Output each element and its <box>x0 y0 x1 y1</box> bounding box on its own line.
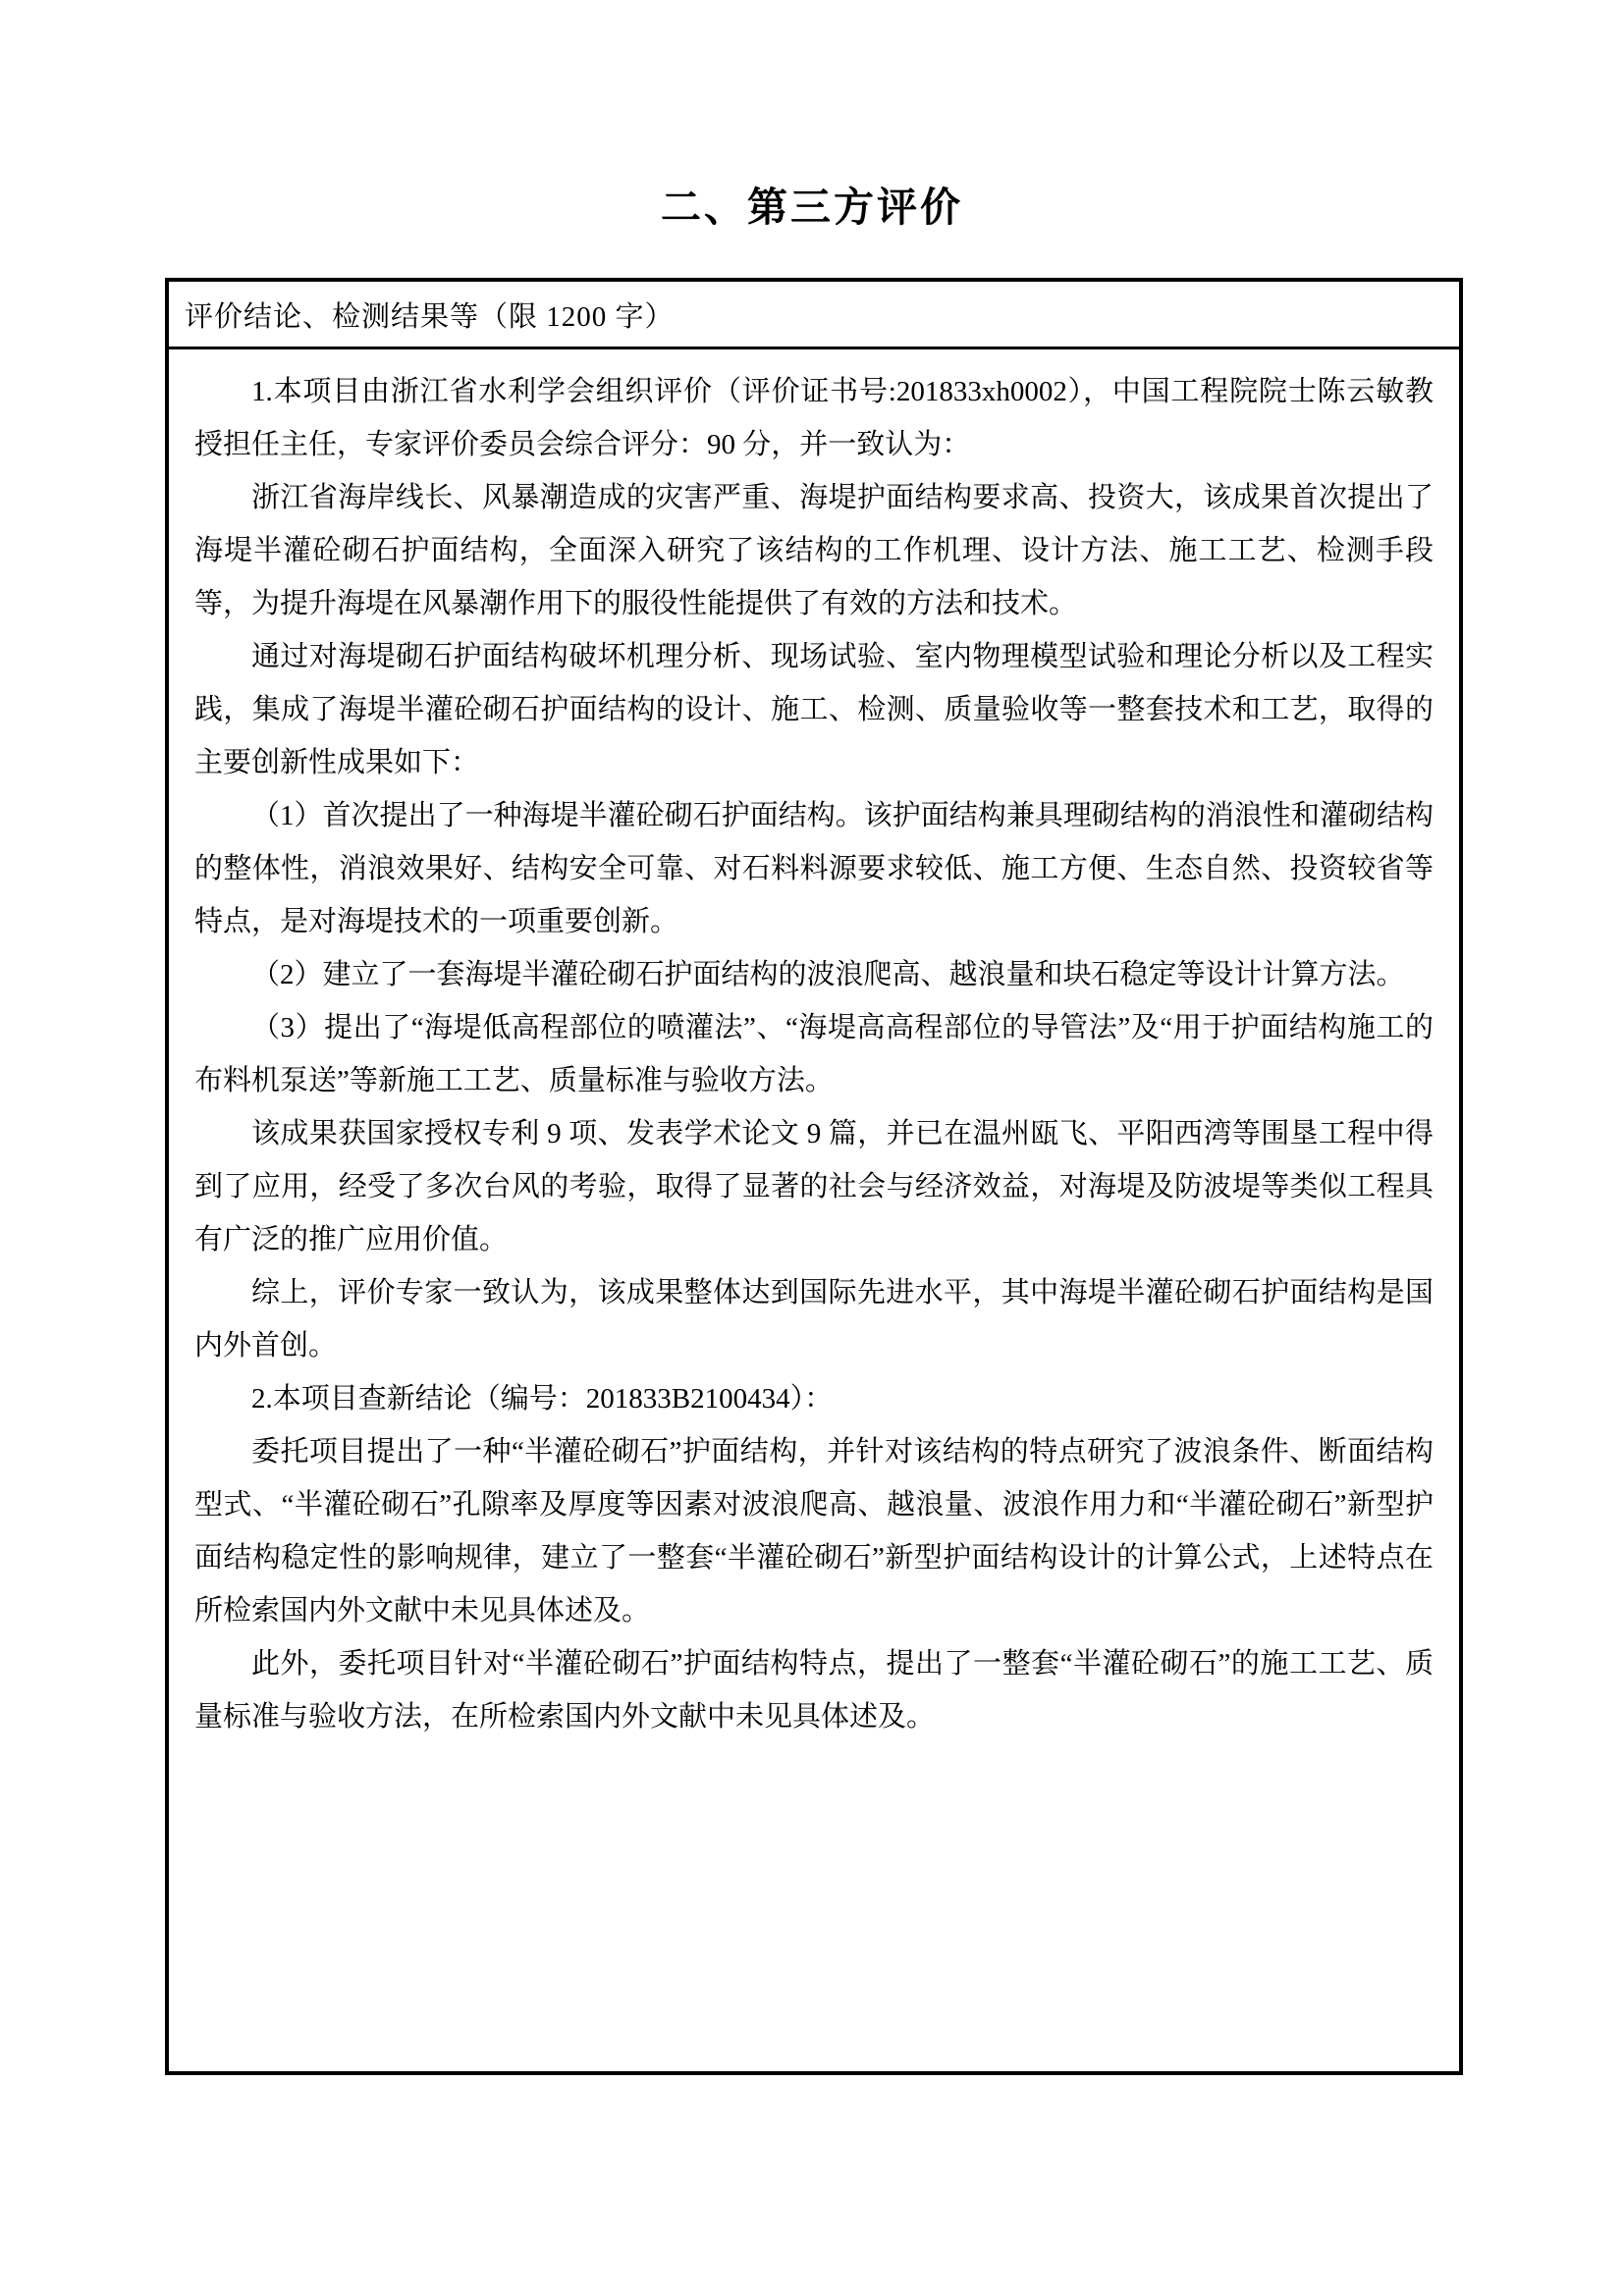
paragraph: 1.本项目由浙江省水利学会组织评价（评价证书号:201833xh0002），中国工程院院士陈云敏教授担任主任，专家评价委员会综合评分：90 分，并一致认为： <box>194 376 1434 460</box>
document-title: 二、第三方评价 <box>661 185 963 230</box>
paragraph: （3）提出了“海堤低高程部位的喷灌法”、“海堤高高程部位的导管法”及“用于护面结构施工的布料机泵送”等新施工工艺、质量标准与验收方法。 <box>194 1012 1434 1096</box>
paragraph: 该成果获国家授权专利 9 项、发表学术论文 9 篇，并已在温州瓯飞、平阳西湾等围垦工程中得到了应用，经受了多次台风的考验，取得了显著的社会与经济效益，对海堤及防波堤等类似工程具有广泛的推广应用价值。 <box>194 1118 1434 1255</box>
paragraph: 浙江省海岸线长、风暴潮造成的灾害严重、海堤护面结构要求高、投资大，该成果首次提出了海堤半灌砼砌石护面结构，全面深入研究了该结构的工作机理、设计方法、施工工艺、检测手段等，为提升海堤在风暴潮作用下的服役性能提供了有效的方法和技术。 <box>194 482 1434 619</box>
paragraph: （2）建立了一套海堤半灌砼砌石护面结构的波浪爬高、越浪量和块石稳定等设计计算方法。 <box>251 959 1405 990</box>
paragraph: （1）首次提出了一种海堤半灌砼砌石护面结构。该护面结构兼具理砌结构的消浪性和灌砌结构的整体性，消浪效果好、结构安全可靠、对石料料源要求较低、施工方便、生态自然、投资较省等特点，是对海堤技术的一项重要创新。 <box>194 800 1434 937</box>
paragraph: 委托项目提出了一种“半灌砼砌石”护面结构，并针对该结构的特点研究了波浪条件、断面结构型式、“半灌砼砌石”孔隙率及厚度等因素对波浪爬高、越浪量、波浪作用力和“半灌砼砌石”新型护面结构稳定性的影响规律，建立了一整套“半灌砼砌石”新型护面结构设计的计算公式，上述特点在所检索国内外文献中未见具体述及。 <box>194 1436 1434 1627</box>
form-header-cell: 评价结论、检测结果等（限 1200 字） <box>169 282 1459 349</box>
paragraph: 2.本项目查新结论（编号：201833B2100434）： <box>251 1383 834 1415</box>
paragraph: 综上，评价专家一致认为，该成果整体达到国际先进水平，其中海堤半灌砼砌石护面结构是国内外首创。 <box>194 1277 1434 1362</box>
paragraph: 此外，委托项目针对“半灌砼砌石”护面结构特点，提出了一整套“半灌砼砌石”的施工工艺、质量标准与验收方法，在所检索国内外文献中未见具体述及。 <box>194 1648 1434 1733</box>
form-body-cell <box>169 349 1459 1743</box>
evaluation-form-table <box>165 278 1463 2075</box>
paragraph: 通过对海堤砌石护面结构破坏机理分析、现场试验、室内物理模型试验和理论分析以及工程实践，集成了海堤半灌砼砌石护面结构的设计、施工、检测、质量验收等一整套技术和工艺，取得的主要创新性成果如下： <box>194 641 1434 778</box>
